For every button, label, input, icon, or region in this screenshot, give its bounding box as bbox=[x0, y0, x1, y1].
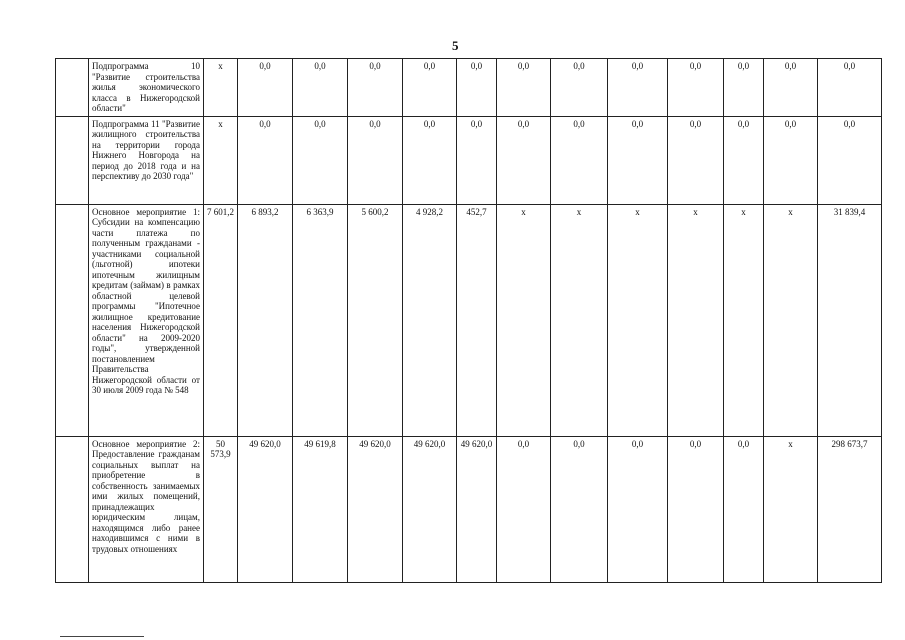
row-number-cell bbox=[56, 436, 89, 582]
value-cell: 0,0 bbox=[724, 436, 764, 582]
value-cell: 0,0 bbox=[668, 59, 724, 117]
value-cell: 5 600,2 bbox=[348, 204, 403, 436]
value-cell: 0,0 bbox=[497, 116, 551, 204]
value-cell: x bbox=[724, 204, 764, 436]
table-row bbox=[56, 116, 882, 204]
value-cell: 0,0 bbox=[608, 436, 668, 582]
total-cell: 31 839,4 bbox=[818, 204, 882, 436]
value-cell: x bbox=[204, 59, 238, 117]
value-cell: 6 893,2 bbox=[238, 204, 293, 436]
table-row bbox=[56, 59, 882, 117]
program-name-cell: Подпрограмма 11 "Развитие жилищного строительства на территории города Нижнего Новгорода на период до 2018 года и на перспективу до 2030 года" bbox=[89, 116, 204, 204]
value-cell: 0,0 bbox=[608, 59, 668, 117]
value-cell: 0,0 bbox=[293, 59, 348, 117]
value-cell: 0,0 bbox=[668, 436, 724, 582]
value-cell: 0,0 bbox=[497, 59, 551, 117]
row-number-cell bbox=[56, 204, 89, 436]
row-number-cell bbox=[56, 116, 89, 204]
value-cell: x bbox=[608, 204, 668, 436]
value-cell: 0,0 bbox=[293, 116, 348, 204]
page-number: 5 bbox=[452, 38, 459, 53]
total-cell: 298 673,7 bbox=[818, 436, 882, 582]
value-cell: x bbox=[497, 204, 551, 436]
value-cell: 0,0 bbox=[764, 116, 818, 204]
value-cell: x bbox=[668, 204, 724, 436]
value-cell: 49 620,0 bbox=[457, 436, 497, 582]
value-cell: 0,0 bbox=[238, 59, 293, 117]
budget-table bbox=[55, 58, 882, 583]
value-cell: 49 619,8 bbox=[293, 436, 348, 582]
program-name-cell: Подпрограмма 10 "Развитие строительства жилья экономического класса в Нижегородской области" bbox=[89, 59, 204, 117]
value-cell: 0,0 bbox=[457, 59, 497, 117]
table-row bbox=[56, 204, 882, 436]
value-cell: 49 620,0 bbox=[403, 436, 457, 582]
total-cell: 0,0 bbox=[818, 116, 882, 204]
value-cell: 0,0 bbox=[348, 59, 403, 117]
value-cell: 0,0 bbox=[668, 116, 724, 204]
value-cell: 0,0 bbox=[348, 116, 403, 204]
value-cell: 0,0 bbox=[497, 436, 551, 582]
program-name-cell: Основное мероприятие 1: Субсидии на компенсацию части платежа по полученным гражданами - участниками социальной (льготной) ипотеки ипотечным жилищным кредитам (займам) в рамках областной целевой программы "Ипотечное жилищное кредитование населения Нижегородской области" на 2009-2020 годы", утвержденной постановлением Правительства Нижегородской области от 30 июля 2009 года № 548 bbox=[89, 204, 204, 436]
value-cell: 0,0 bbox=[403, 116, 457, 204]
value-cell: 0,0 bbox=[724, 59, 764, 117]
value-cell: 0,0 bbox=[457, 116, 497, 204]
value-cell: 0,0 bbox=[238, 116, 293, 204]
value-cell: x bbox=[551, 204, 608, 436]
value-cell: 0,0 bbox=[608, 116, 668, 204]
value-cell: 0,0 bbox=[551, 116, 608, 204]
value-cell: 0,0 bbox=[403, 59, 457, 117]
value-cell: 49 620,0 bbox=[238, 436, 293, 582]
value-cell: 4 928,2 bbox=[403, 204, 457, 436]
value-cell: 0,0 bbox=[724, 116, 764, 204]
value-cell: 49 620,0 bbox=[348, 436, 403, 582]
value-cell: 50 573,9 bbox=[204, 436, 238, 582]
value-cell: x bbox=[764, 204, 818, 436]
footnote-divider bbox=[60, 636, 144, 637]
table-row bbox=[56, 436, 882, 582]
value-cell: x bbox=[764, 436, 818, 582]
value-cell: 452,7 bbox=[457, 204, 497, 436]
value-cell: x bbox=[204, 116, 238, 204]
value-cell: 0,0 bbox=[764, 59, 818, 117]
value-cell: 6 363,9 bbox=[293, 204, 348, 436]
program-name-cell: Основное мероприятие 2: Предоставление гражданам социальных выплат на приобретение в собственность занимаемых ими жилых помещений, принадлежащих юридическим лицам, находящимся либо ранее находившимся с ними в трудовых отношениях bbox=[89, 436, 204, 582]
row-number-cell bbox=[56, 59, 89, 117]
value-cell: 0,0 bbox=[551, 436, 608, 582]
total-cell: 0,0 bbox=[818, 59, 882, 117]
value-cell: 0,0 bbox=[551, 59, 608, 117]
value-cell: 7 601,2 bbox=[204, 204, 238, 436]
